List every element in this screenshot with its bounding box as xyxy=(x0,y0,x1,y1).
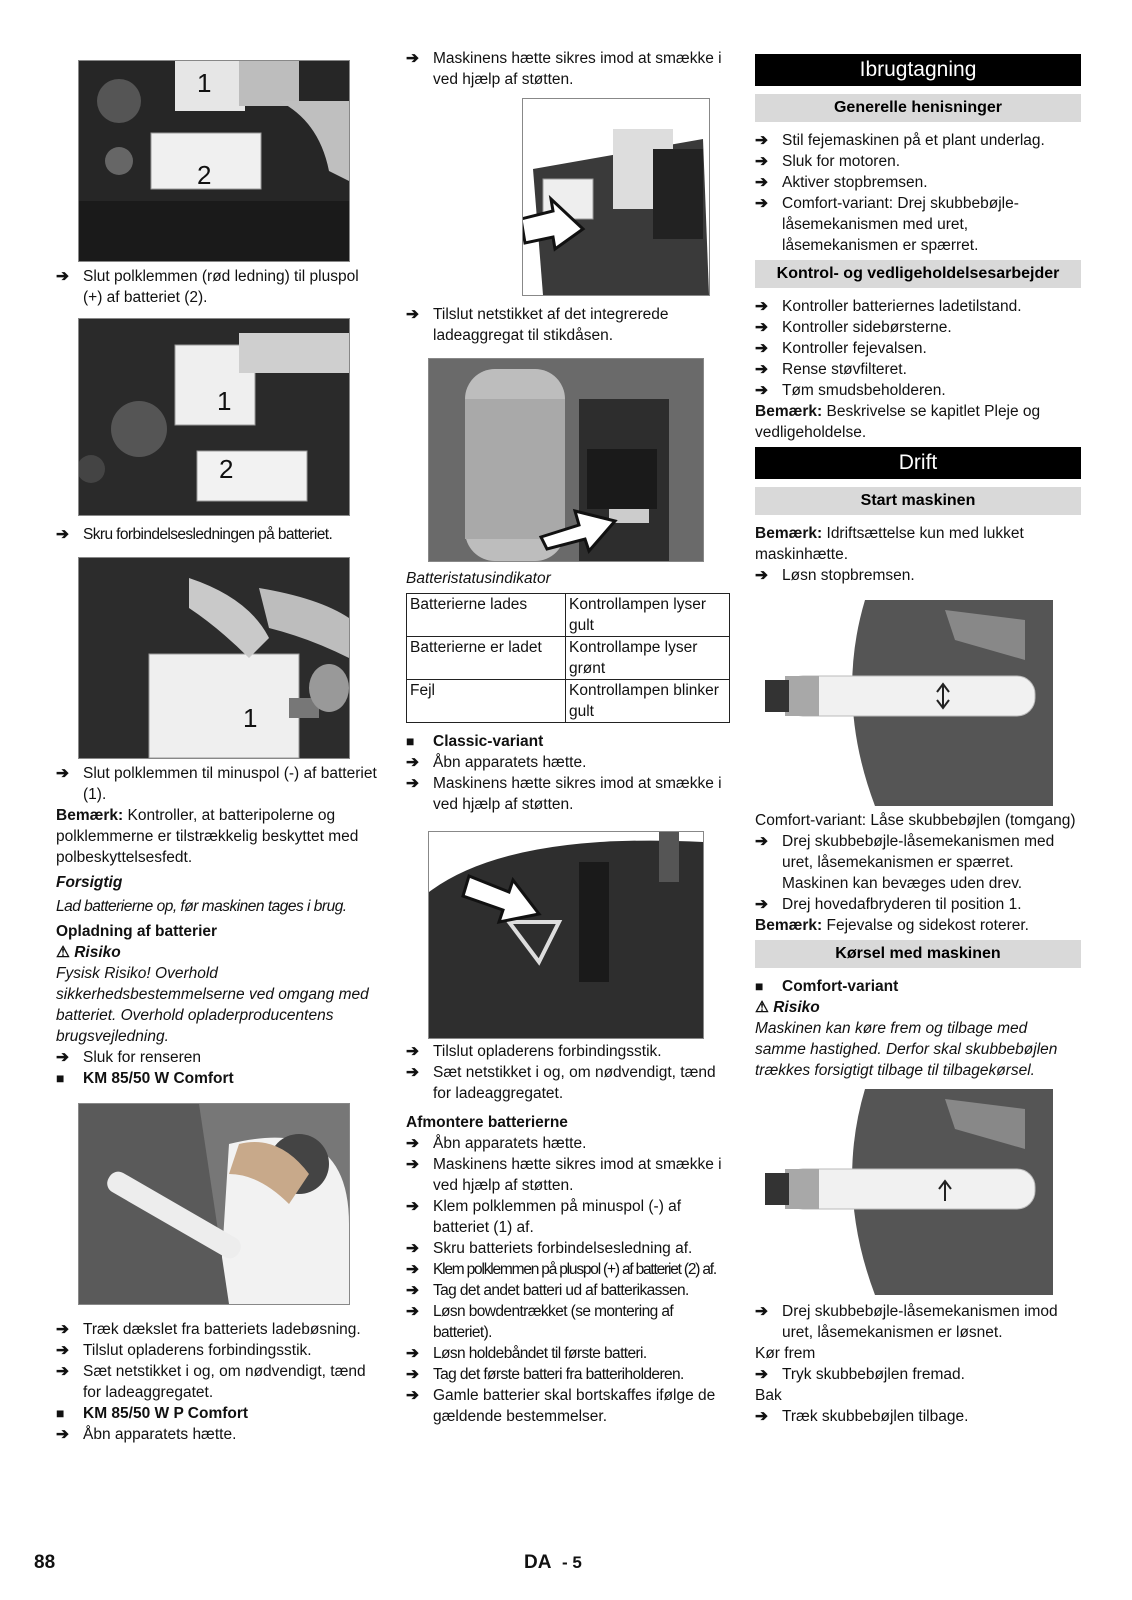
square-bullet-icon: ■ xyxy=(406,733,415,749)
arrow-icon: ➔ xyxy=(406,1043,419,1060)
general-step: ➔ Sluk for motoren. xyxy=(755,153,901,170)
arrow-icon: ➔ xyxy=(755,319,768,336)
arrow-icon: ➔ xyxy=(755,153,768,170)
step-unlock: ➔ Drej skubbebøjle-låsemekanismen imod uret, låsemekanismen er løsnet. xyxy=(755,1303,1058,1341)
risk-heading: ⚠ Risiko xyxy=(755,999,820,1016)
step-open-hood-classic: ➔ Åbn apparatets hætte. xyxy=(406,754,587,771)
arrow-icon: ➔ xyxy=(406,1303,419,1320)
risk-text: Fysisk Risiko! Overhold sikkerhedsbestemmelserne ved omgang med batteriet. Overhold opladerproducentens brugsvejledning. xyxy=(56,965,369,1045)
column-3 xyxy=(755,46,1081,1427)
photo-label-2: 2 xyxy=(197,160,212,190)
table-row xyxy=(407,594,730,637)
removal-step: ➔ Tag det andet batteri ud af batterikassen. xyxy=(406,1282,689,1299)
removal-step: ➔ Åbn apparatets hætte. xyxy=(406,1135,587,1152)
sub-page-number: - 5 xyxy=(562,1553,582,1572)
battery-photo-2-drawing xyxy=(79,319,349,515)
arrow-icon: ➔ xyxy=(755,1303,768,1320)
battery-photo-1 xyxy=(78,60,350,262)
arrow-icon: ➔ xyxy=(406,1345,419,1362)
note-hood-closed: Bemærk: Idriftsættelse kun med lukket maskinhætte. xyxy=(755,525,1024,563)
step-connect-integrated: ➔ Tilslut netstikket af det integrerede ladeaggregat til stikdåsen. xyxy=(406,306,669,344)
arrow-icon: ➔ xyxy=(406,1261,418,1278)
arrow-icon: ➔ xyxy=(56,1049,69,1066)
step-remove-cover: ➔ Træk dækslet fra batteriets ladebøsning. xyxy=(56,1321,361,1338)
note-grease: Bemærk: Kontroller, at batteripolerne og polklemmerne er tilstrækkelig beskyttet med polbeskyttelsesfedt. xyxy=(56,807,359,866)
footer-lang xyxy=(524,1552,582,1573)
indicator-photo xyxy=(428,358,704,562)
indicator-photo-drawing xyxy=(429,359,703,561)
warning-icon: ⚠ xyxy=(755,999,769,1016)
removal-step: ➔ Maskinens hætte sikres imod at smække i ved hjælp af støtten. xyxy=(406,1156,722,1194)
handle-unlock-photo xyxy=(755,1089,1053,1295)
arrow-icon: ➔ xyxy=(406,1064,419,1081)
arrow-icon: ➔ xyxy=(56,526,69,543)
arrow-icon: ➔ xyxy=(406,1135,419,1152)
removal-heading: Afmontere batterierne xyxy=(406,1114,568,1131)
arrow-icon: ➔ xyxy=(755,382,768,399)
control-step: ➔ Rense støvfilteret. xyxy=(755,361,907,378)
section-drift: Drift xyxy=(755,447,1081,479)
general-step: ➔ Stil fejemaskinen på et plant underlag. xyxy=(755,132,1045,149)
arrow-icon: ➔ xyxy=(406,1366,419,1383)
subsection-general: Generelle henisninger xyxy=(755,94,1081,122)
handle-lock-photo xyxy=(755,600,1053,806)
battery-photo-2 xyxy=(78,318,350,516)
classic-plug-drawing xyxy=(429,832,703,1038)
battery-photo-3-drawing xyxy=(79,558,349,758)
arrow-icon: ➔ xyxy=(56,1363,69,1380)
removal-step: ➔ Klem polklemmen på pluspol (+) af batteriet (2) af. xyxy=(406,1261,716,1278)
control-step: ➔ Kontroller fejevalsen. xyxy=(755,340,927,357)
step-connect-plug: ➔ Tilslut opladerens forbindingsstik. xyxy=(56,1342,312,1359)
subsection-start: Start maskinen xyxy=(755,487,1081,515)
square-bullet-icon: ■ xyxy=(56,1405,65,1421)
column-1 xyxy=(56,46,378,1445)
table-cell: Batterierne er ladet xyxy=(407,637,566,680)
arrow-icon: ➔ xyxy=(755,1408,768,1425)
step-secure-hood-classic: ➔ Maskinens hætte sikres imod at smække i ved hjælp af støtten. xyxy=(406,775,722,813)
square-bullet-icon: ■ xyxy=(755,978,764,994)
section-ibrugtagning: Ibrugtagning xyxy=(755,54,1081,86)
subsection-control: Kontrol- og vedligeholdelsesarbejder xyxy=(755,260,1081,288)
removal-step: ➔ Klem polklemmen på minuspol (-) af batteriet (1) af. xyxy=(406,1198,682,1236)
back-label: Bak xyxy=(755,1387,782,1404)
arrow-icon: ➔ xyxy=(406,1240,419,1257)
language-code: DA xyxy=(524,1552,551,1573)
step-mains-classic: ➔ Sæt netstikket i og, om nødvendigt, tænd for ladeaggregatet. xyxy=(406,1064,716,1102)
variant-comfort: ■ Comfort-variant xyxy=(755,978,899,995)
step-connect-plug-classic: ➔ Tilslut opladerens forbindingsstik. xyxy=(406,1043,662,1060)
charging-heading: Opladning af batterier xyxy=(56,923,218,940)
note-maintenance: Bemærk: Beskrivelse se kapitlet Pleje og vedligeholdelse. xyxy=(755,403,1041,441)
photo-label-1: 1 xyxy=(217,386,232,416)
lock-step: ➔ Drej skubbebøjle-låsemekanismen med uret, låsemekanismen er spærret. Maskinen kan bevæges uden drev. xyxy=(755,833,1055,892)
forward-label: Kør frem xyxy=(755,1345,816,1362)
step-switch-off: ➔ Sluk for renseren xyxy=(56,1049,202,1066)
arrow-icon: ➔ xyxy=(406,775,419,792)
arrow-icon: ➔ xyxy=(406,1387,419,1404)
step-connect-plus: ➔ Slut polklemmen (rød ledning) til pluspol (+) af batteriet (2). xyxy=(56,268,359,306)
arrow-icon: ➔ xyxy=(755,340,768,357)
arrow-icon: ➔ xyxy=(755,132,768,149)
step-connect-minus: ➔ Slut polklemmen til minuspol (-) af batteriet (1). xyxy=(56,765,377,803)
arrow-icon: ➔ xyxy=(406,50,419,67)
table-cell: Batterierne lades xyxy=(407,594,566,637)
arrow-icon: ➔ xyxy=(406,1156,419,1173)
control-step: ➔ Kontroller sidebørsterne. xyxy=(755,319,952,336)
caution-title: Forsigtig xyxy=(56,874,123,891)
variant-km-comfort: ■ KM 85/50 W Comfort xyxy=(56,1070,234,1087)
photo-label-1: 1 xyxy=(197,68,212,98)
table-cell: Kontrollampen lyser gult xyxy=(566,594,730,637)
removal-step: ➔ Løsn holdebåndet til første batteri. xyxy=(406,1345,647,1362)
comfort-caption: Comfort-variant: Låse skubbebøjlen (tomgang) xyxy=(755,812,1076,829)
lock-step: ➔ Drej hovedafbryderen til position 1. xyxy=(755,896,1022,913)
removal-step: ➔ Løsn bowdentrækket (se montering af batteriet). xyxy=(406,1303,674,1341)
arrow-icon: ➔ xyxy=(56,268,69,285)
general-step: ➔ Comfort-variant: Drej skubbebøjle-låsemekanismen med uret, låsemekanismen er spærret. xyxy=(755,195,1019,254)
charger-photo-drawing xyxy=(79,1104,349,1304)
handle-lock-drawing xyxy=(755,600,1053,806)
step-secure-hood: ➔ Maskinens hætte sikres imod at smække i ved hjælp af støtten. xyxy=(406,50,722,88)
arrow-icon: ➔ xyxy=(56,1321,69,1338)
arrow-icon: ➔ xyxy=(406,1198,419,1215)
control-step: ➔ Tøm smudsbeholderen. xyxy=(755,382,946,399)
indicator-caption: Batteristatusindikator xyxy=(406,570,551,587)
integrated-charger-drawing xyxy=(523,99,709,295)
arrow-icon: ➔ xyxy=(755,567,768,584)
column-2 xyxy=(406,46,730,1427)
warning-icon: ⚠ xyxy=(56,944,70,961)
arrow-icon: ➔ xyxy=(755,833,768,850)
arrow-icon: ➔ xyxy=(56,1342,69,1359)
table-cell: Kontrollampe lyser grønt xyxy=(566,637,730,680)
arrow-icon: ➔ xyxy=(755,195,768,212)
arrow-icon: ➔ xyxy=(755,1366,768,1383)
battery-photo-3 xyxy=(78,557,350,759)
step-open-hood: ➔ Åbn apparatets hætte. xyxy=(56,1426,237,1443)
arrow-icon: ➔ xyxy=(406,1282,419,1299)
arrow-icon: ➔ xyxy=(755,896,768,913)
step-screw-connector: ➔ Skru forbindelsesledningen på batteriet. xyxy=(56,526,333,543)
step-forward: ➔ Tryk skubbebøjlen fremad. xyxy=(755,1366,965,1383)
arrow-icon: ➔ xyxy=(56,1426,69,1443)
charger-photo xyxy=(78,1103,350,1305)
step-release-brake: ➔ Løsn stopbremsen. xyxy=(755,567,915,584)
classic-plug-photo xyxy=(428,831,704,1039)
step-back: ➔ Træk skubbebøjlen tilbage. xyxy=(755,1408,969,1425)
table-row xyxy=(407,680,730,723)
general-step: ➔ Aktiver stopbremsen. xyxy=(755,174,928,191)
integrated-charger-photo xyxy=(522,98,710,296)
battery-status-table xyxy=(406,593,730,723)
arrow-icon: ➔ xyxy=(406,306,419,323)
step-mains: ➔ Sæt netstikket i og, om nødvendigt, tænd for ladeaggregatet. xyxy=(56,1363,366,1401)
photo-label-2: 2 xyxy=(219,454,234,484)
arrow-icon: ➔ xyxy=(755,298,768,315)
photo-label-1: 1 xyxy=(243,703,258,733)
arrow-icon: ➔ xyxy=(406,754,419,771)
removal-step: ➔ Gamle batterier skal bortskaffes ifølge de gældende bestemmelser. xyxy=(406,1387,716,1425)
variant-km-p-comfort: ■ KM 85/50 W P Comfort xyxy=(56,1405,249,1422)
risk-text: Maskinen kan køre frem og tilbage med samme hastighed. Derfor skal skubbebøjlen trækkes forsigtigt tilbage til tilbagekørsel. xyxy=(755,1020,1058,1079)
arrow-icon: ➔ xyxy=(755,174,768,191)
arrow-icon: ➔ xyxy=(56,765,69,782)
table-row xyxy=(407,637,730,680)
caution-text: Lad batterierne op, før maskinen tages i brug. xyxy=(56,898,347,915)
control-step: ➔ Kontroller batteriernes ladetilstand. xyxy=(755,298,1022,315)
page-number: 88 xyxy=(34,1552,56,1573)
variant-classic: ■ Classic-variant xyxy=(406,733,544,750)
arrow-icon: ➔ xyxy=(755,361,768,378)
note-brushes: Bemærk: Fejevalse og sidekost roterer. xyxy=(755,917,1029,934)
removal-step: ➔ Tag det første batteri fra batteriholderen. xyxy=(406,1366,684,1383)
battery-photo-1-drawing xyxy=(79,61,349,261)
table-cell: Kontrollampen blinker gult xyxy=(566,680,730,723)
removal-step: ➔ Skru batteriets forbindelsesledning af. xyxy=(406,1240,693,1257)
risk-heading: ⚠ Risiko xyxy=(56,944,121,961)
table-cell: Fejl xyxy=(407,680,566,723)
subsection-drive: Kørsel med maskinen xyxy=(755,940,1081,968)
handle-unlock-drawing xyxy=(755,1089,1053,1295)
square-bullet-icon: ■ xyxy=(56,1070,65,1086)
